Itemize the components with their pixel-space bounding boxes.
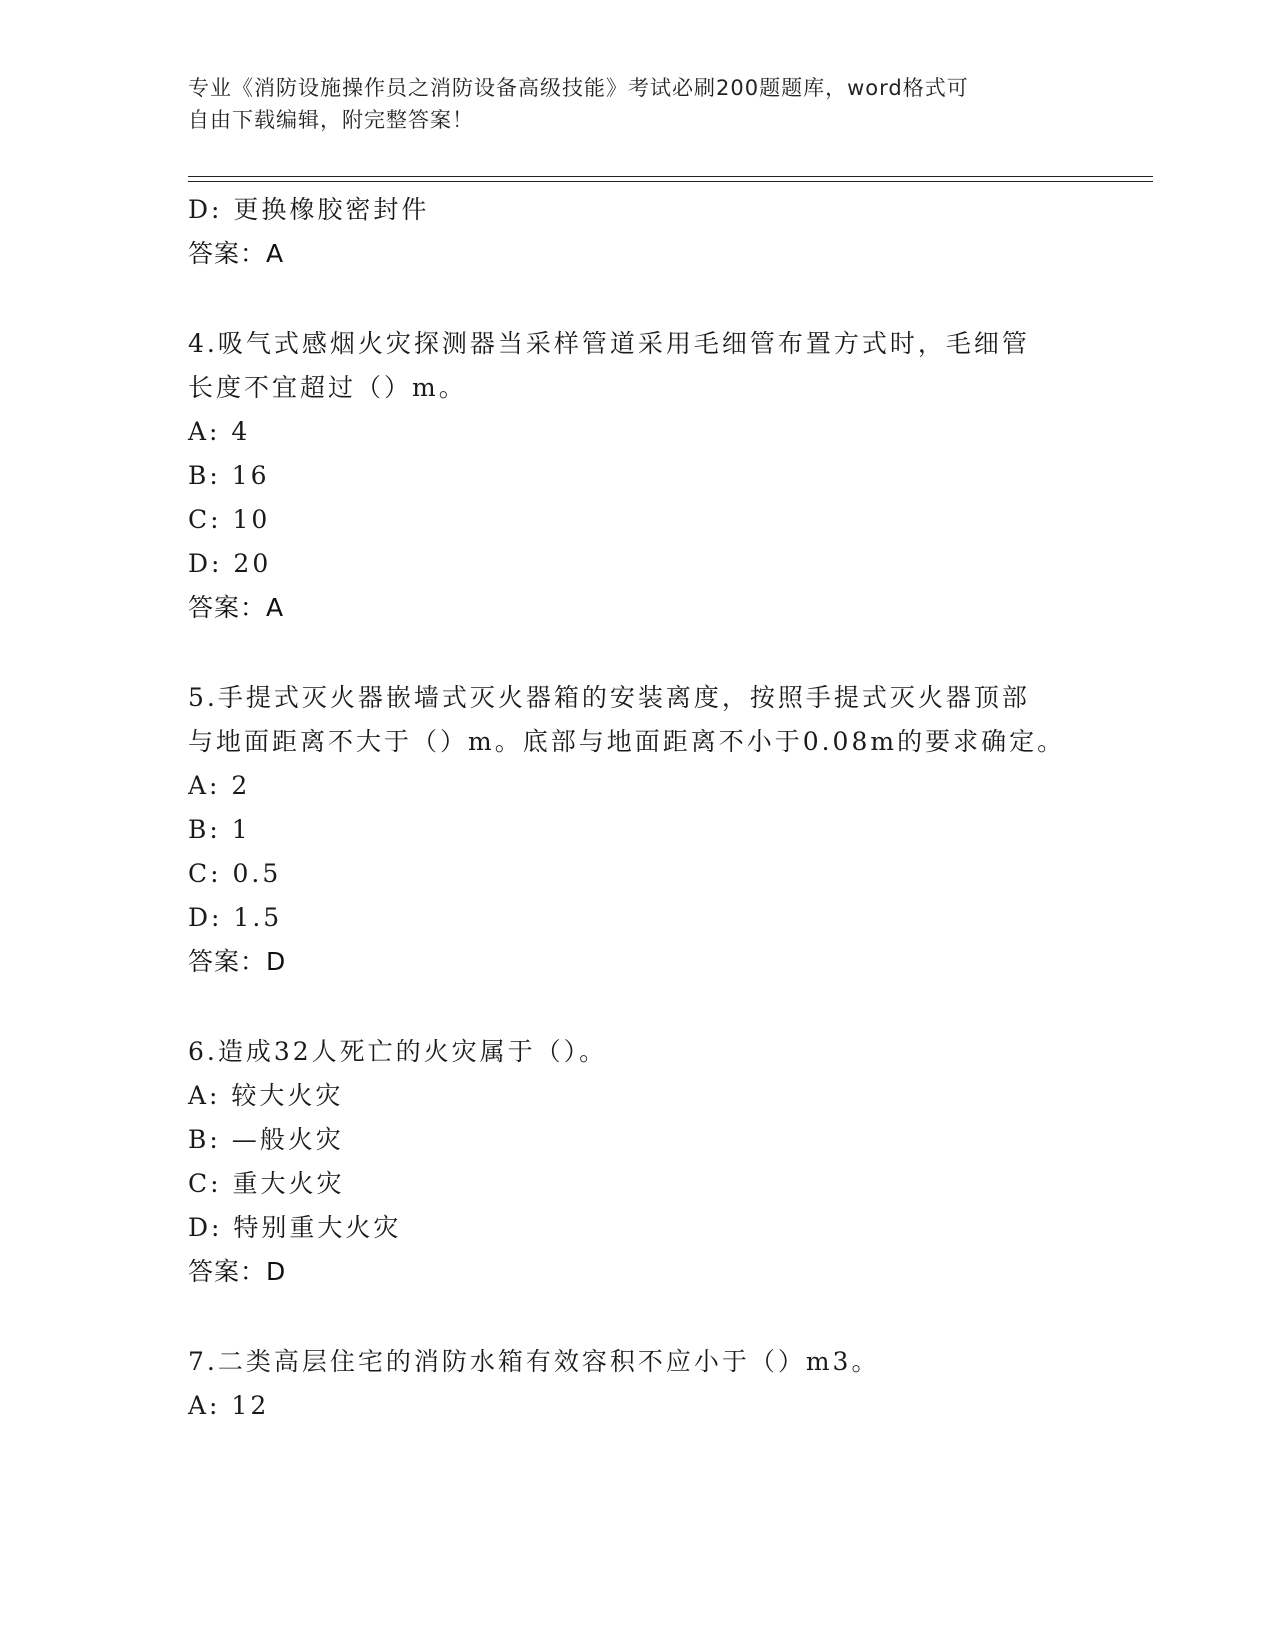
- q5-stem-line-1: 5.手提式灭火器嵌墙式灭火器箱的安装离度，按照手提式灭火器顶部: [188, 683, 1030, 712]
- q5-stem-line-2: 与地面距离不大于（）m。底部与地面距离不小于0.08m的要求确定。: [188, 727, 1066, 756]
- q4-stem-line-2: 长度不宜超过（）m。: [188, 373, 467, 402]
- q4-option-a: A: 4: [188, 417, 251, 446]
- q5-option-d: D: 1.5: [188, 903, 283, 932]
- q6-answer: 答案：D: [188, 1257, 287, 1286]
- header-divider-bottom: [188, 181, 1153, 182]
- q5-option-b: B: 1: [188, 815, 251, 844]
- q6-option-d: D: 特别重大火灾: [188, 1213, 402, 1242]
- document-header: [188, 72, 1068, 136]
- q6-option-a: A: 较大火灾: [188, 1081, 344, 1110]
- q6-option-b: B: —般火灾: [188, 1125, 344, 1154]
- q6-stem-line-1: 6.造成32人死亡的火灾属于（）。: [188, 1037, 608, 1066]
- q5-answer: 答案：D: [188, 947, 287, 976]
- q4-option-d: D: 20: [188, 549, 272, 578]
- header-divider-top: [188, 176, 1153, 177]
- q3-option-d: D: 更换橡胶密封件: [188, 195, 430, 224]
- q5-option-c: C: 0.5: [188, 859, 282, 888]
- q4-option-c: C: 10: [188, 505, 271, 534]
- q6-option-c: C: 重大火灾: [188, 1169, 345, 1198]
- q3-answer: 答案：A: [188, 239, 285, 268]
- header-line-2: 自由下载编辑，附完整答案！: [188, 108, 474, 132]
- q4-answer: 答案：A: [188, 593, 285, 622]
- q4-option-b: B: 16: [188, 461, 270, 490]
- q7-stem-line-1: 7.二类高层住宅的消防水箱有效容积不应小于（）m3。: [188, 1347, 880, 1376]
- header-line-1: 专业《消防设施操作员之消防设备高级技能》考试必刷200题题库，word格式可: [188, 76, 969, 100]
- q5-option-a: A: 2: [188, 771, 251, 800]
- q4-stem-line-1: 4.吸气式感烟火灾探测器当采样管道采用毛细管布置方式时，毛细管: [188, 329, 1030, 358]
- q7-option-a: A: 12: [188, 1391, 270, 1420]
